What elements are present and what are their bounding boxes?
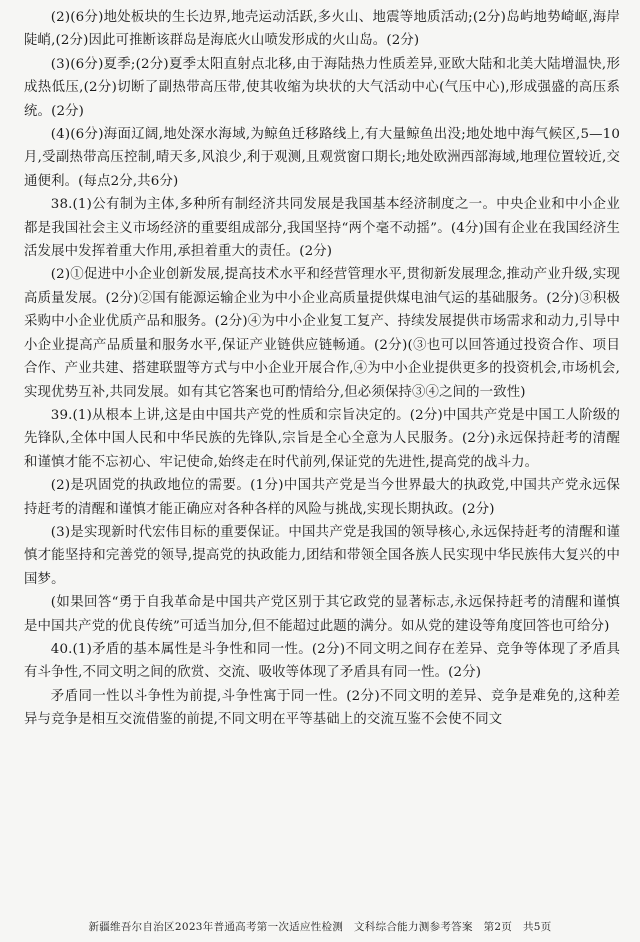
answer-paragraph-q38-2: (2)①促进中小企业创新发展,提高技术水平和经营管理水平,贯彻新发展理念,推动产业升级,实现高质量发展。(2分)②国有能源运输企业为中小企业高质量提供煤电油气运的基础服务。(2分)③积极采购中小企业优质产品和服务。(2分)④为中小企业复工复产、持续发展提供市场需求和动力,引导中小企业提高产品质量和服务水平,保证产业链供应链畅通。(2分)(③也可以回答通过投资合作、项目合作、产业共建、搭建联盟等方式与中小企业开展合作,④为中小企业提供更多的投资机会,市场机会,实现优势互补,共同发展。如有其它答案也可酌情给分,但必须保持③④之间的一致性) — [24, 267, 621, 400]
answer-paragraph-q38-1: 38.(1)公有制为主体,多种所有制经济共同发展是我国基本经济制度之一。中央企业和中小企业都是我国社会主义市场经济的重要组成部分,我国坚持“两个毫不动摇”。(4分)国有企业在我国经济生活发展中发挥着重大作用,承担着重大的责任。(2分) — [24, 197, 620, 260]
answer-paragraph-q39-note: (如果回答“勇于自我革命是中国共产党区别于其它政党的显著标志,永远保持赶考的清醒和谨慎是中国共产党的优良传统”可适当加分,但不能超过此题的满分。如从党的建设等角度回答也可给分) — [24, 595, 620, 634]
answer-paragraph-geo-2: (2)(6分)地处板块的生长边界,地壳运动活跃,多火山、地震等地质活动;(2分)岛屿地势崎岖,海岸陡峭,(2分)因此可推断该群岛是海底火山喷发形成的火山岛。(2分) — [24, 10, 620, 49]
answer-paragraph-q39-3: (3)是实现新时代宏伟目标的重要保证。中国共产党是我国的领导核心,永远保持赶考的清醒和谨慎才能坚持和完善党的领导,提高党的执政能力,团结和带领全国各族人民实现中华民族伟大复兴的中国梦。 — [24, 524, 620, 587]
answer-paragraph-geo-3: (3)(6分)夏季;(2分)夏季太阳直射点北移,由于海陆热力性质差异,亚欧大陆和北美大陆增温快,形成热低压,(2分)切断了副热带高压带,使其收缩为块状的大气活动中心(气压中心),形成强盛的高压系统。(2分) — [24, 56, 620, 119]
answer-paragraph-q39-2: (2)是巩固党的执政地位的需要。(1分)中国共产党是当今世界最大的执政党,中国共产党永远保持赶考的清醒和谨慎才能正确应对各种各样的风险与挑战,实现长期执政。(2分) — [24, 478, 620, 517]
page-footer: 新疆维吾尔自治区2023年普通高考第一次适应性检测 文科综合能力测参考答案 第2页 共5页 — [88, 921, 552, 933]
answer-paragraph-geo-4: (4)(6分)海面辽阔,地处深水海域,为鲸鱼迁移路线上,有大量鲸鱼出没;地处地中海气候区,5—10月,受副热带高压控制,晴天多,风浪少,利于观测,且观赏窗口期长;地处欧洲西部海域,地理位置较近,交通便利。(每点2分,共6分) — [24, 127, 620, 189]
answer-paragraph-q40-1: 40.(1)矛盾的基本属性是斗争性和同一性。(2分)不同文明之间存在差异、竞争等体现了矛盾具有斗争性,不同文明之间的欣赏、交流、吸收等体现了矛盾具有同一性。(2分) — [24, 641, 620, 681]
answer-paragraph-q40-1-cont: 矛盾同一性以斗争性为前提,斗争性寓于同一性。(2分)不同文明的差异、竞争是难免的,这种差异与竞争是相互交流借鉴的前提,不同文明在平等基础上的交流互鉴不会使不同文 — [24, 688, 620, 728]
answer-content — [24, 6, 620, 732]
answer-paragraph-q39-1: 39.(1)从根本上讲,这是由中国共产党的性质和宗旨决定的。(2分)中国共产党是中国工人阶级的先锋队,全体中国人民和中华民族的先锋队,宗旨是全心全意为人民服务。(2分)永远保持赶考的清醒和谨慎才能不忘初心、牢记使命,始终走在时代前列,保证党的先进性,提高党的战斗力。 — [24, 407, 620, 470]
